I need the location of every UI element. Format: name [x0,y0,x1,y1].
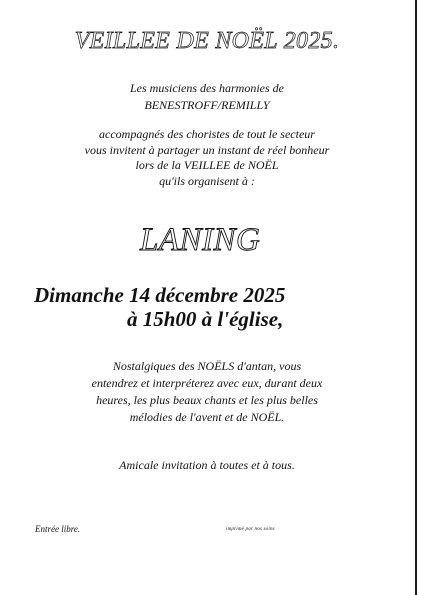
free-entry-note: Entrée libre. [35,524,81,534]
closing-line: Amicale invitation à toutes et à tous. [119,458,295,472]
intro-line: Les musiciens des harmonies de [130,81,284,95]
intro-paragraph [0,80,414,114]
invitation-line: accompagnés des choristes de tout le secteur [99,127,315,141]
printer-note: imprimé par nos soins [226,527,275,532]
flyer-title: VEILLEE DE NOËL 2025. [74,28,340,54]
page-edge-line [415,0,417,595]
event-time-place: à 15h00 à l'église, [127,307,284,331]
event-date: Dimanche 14 décembre 2025 [34,283,286,307]
intro-line: BENESTROFF/REMILLY [144,98,270,112]
description-paragraph [0,358,414,426]
description-line: entendrez et interpréterez avec eux, durant deux [91,376,323,390]
description-line: mélodies de l'avent et de NOËL. [129,410,285,424]
invitation-paragraph [0,127,414,189]
description-line: Nostalgiques des NOËLS d'antan, vous [112,359,302,373]
invitation-line: vous invitent à partager un instant de réel bonheur [84,142,330,157]
invitation-line: qu'ils organisent à : [159,173,255,188]
location-heading: LANING [140,222,261,258]
description-line: heures, les plus beaux chants et les plus belles [96,393,318,407]
invitation-line: lors de la VEILLEE de NOËL [135,158,279,172]
